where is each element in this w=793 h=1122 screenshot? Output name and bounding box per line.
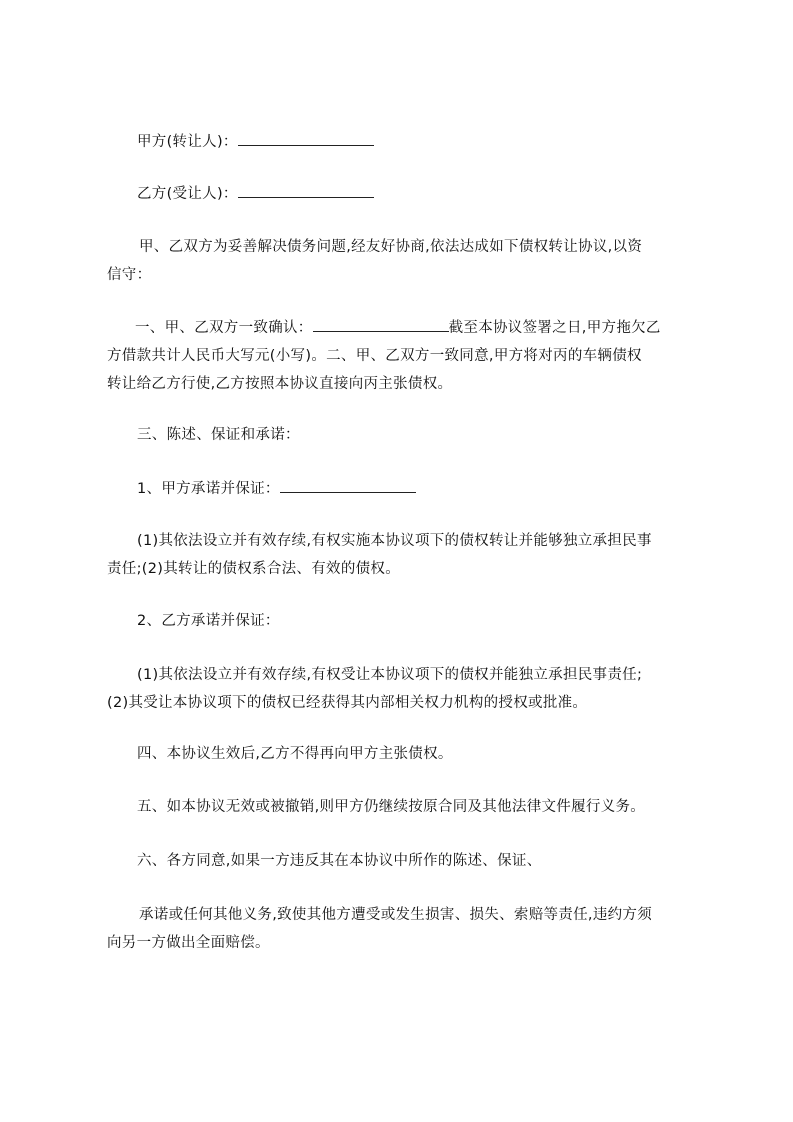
clause-1-prefix: 一、甲、乙双方一致确认： [135, 320, 313, 336]
clause-6-continued-paragraph [107, 901, 697, 957]
party-a-warranty-line-2: 责任;(2)其转让的债权系合法、有效的债权。 [107, 561, 401, 577]
party-a-warranty-paragraph [107, 527, 697, 583]
clause-5-text: 五、如本协议无效或被撤销,则甲方仍继续按原合同及其他法律文件履行义务。 [137, 799, 646, 815]
party-b-blank [238, 183, 374, 198]
clause-3-heading [107, 421, 697, 449]
clause-6-continued-line-1: 承诺或任何其他义务,致使其他方遭受或发生损害、损失、索赔等责任,违约方须 [139, 907, 653, 923]
clause-4-paragraph [107, 740, 697, 768]
party-a-line [107, 128, 697, 156]
clause-1-line-1 [107, 314, 697, 342]
party-b-warranty-heading [107, 607, 697, 635]
preamble-line-1: 甲、乙双方为妥善解决债务问题,经友好协商,依法达成如下债权转让协议,以资 [139, 239, 643, 255]
party-b-warranty-line-2: (2)其受让本协议项下的债权已经获得其内部相关权力机构的授权或批准。 [107, 695, 588, 711]
party-b-line [107, 180, 697, 208]
clause-6-paragraph [107, 847, 697, 875]
clause-6-continued-line-2: 向另一方做出全面赔偿。 [107, 935, 270, 951]
clause-1-blank [313, 317, 449, 332]
party-b-warranty-heading-text: 2、乙方承诺并保证： [137, 613, 280, 629]
clause-3-heading-text: 三、陈述、保证和承诺： [137, 427, 300, 443]
clause-6-text: 六、各方同意,如果一方违反其在本协议中所作的陈述、保证、 [137, 853, 542, 869]
party-b-warranty-paragraph [107, 661, 697, 717]
party-a-warranty-label: 1、甲方承诺并保证： [137, 481, 280, 497]
party-a-blank [238, 131, 374, 146]
clause-1-line-2: 方借款共计人民币大写元(小写)。二、甲、乙双方一致同意,甲方将对丙的车辆债权 [107, 348, 642, 364]
party-a-warranty-line-1: (1)其依法设立并有效存续,有权实施本协议项下的债权转让并能够独立承担民事 [137, 533, 652, 549]
party-b-warranty-line-1: (1)其依法设立并有效存续,有权受让本协议项下的债权并能独立承担民事责任; [137, 667, 643, 683]
clause-1-line-3: 转让给乙方行使,乙方按照本协议直接向丙主张债权。 [107, 376, 453, 392]
party-a-warranty-blank [280, 478, 416, 493]
preamble-paragraph [107, 233, 697, 289]
party-a-warranty-line [107, 475, 697, 503]
clause-4-text: 四、本协议生效后,乙方不得再向甲方主张债权。 [137, 746, 453, 762]
party-b-label: 乙方(受让人)： [137, 186, 238, 202]
clause-1-suffix: 截至本协议签署之日,甲方拖欠乙 [448, 320, 661, 336]
party-a-label: 甲方(转让人)： [137, 134, 238, 150]
clause-1-paragraph [107, 314, 697, 398]
clause-5-paragraph [107, 793, 697, 821]
preamble-line-2: 信守： [107, 267, 152, 283]
